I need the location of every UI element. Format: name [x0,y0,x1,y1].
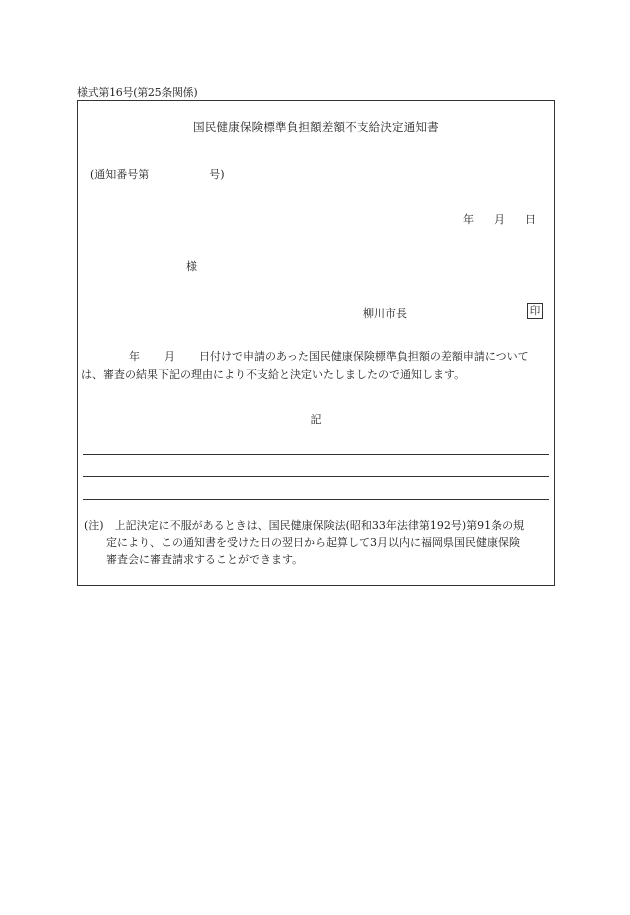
issue-date [463,211,536,227]
body-text: 日付けで申請のあった国民健康保険標準負担額の差額申請については、審査の結果下記の理由により不支給と決定いたしましたので通知します。 [81,350,529,381]
note-line-3: 審査会に審査請求することができます。 [106,553,304,566]
note-line-1: (注) 上記決定に不服があるときは、国民健康保険法(昭和33年法律第192号)第91条の規 [84,519,525,532]
date-month: 月 [494,213,505,226]
notice-number-open: (通知番号第 [90,168,150,181]
ki-heading: 記 [310,413,322,426]
appeal-note [84,517,550,568]
issuer-name: 柳川市長 [363,307,407,320]
date-year: 年 [463,213,474,226]
notice-number-close: 号) [209,168,225,181]
body-year: 年 [129,350,140,363]
notice-frame [77,100,555,586]
note-line-2: 定により、この通知書を受けた日の翌日から起算して3月以内に福岡県国民健康保険 [106,536,520,549]
seal-stamp-box: 印 [527,303,543,319]
date-day: 日 [525,213,536,226]
form-number-label: 様式第16号(第25条関係) [77,86,198,99]
addressee-suffix: 様 [186,260,197,273]
notice-number-line [90,166,225,182]
notice-title: 国民健康保険標準負担額差額不支給決定通知書 [193,120,439,134]
notice-body [81,348,549,384]
body-month: 月 [164,350,175,363]
reason-line-1 [83,454,549,455]
reason-line-3 [83,499,549,500]
reason-line-2 [83,476,549,477]
